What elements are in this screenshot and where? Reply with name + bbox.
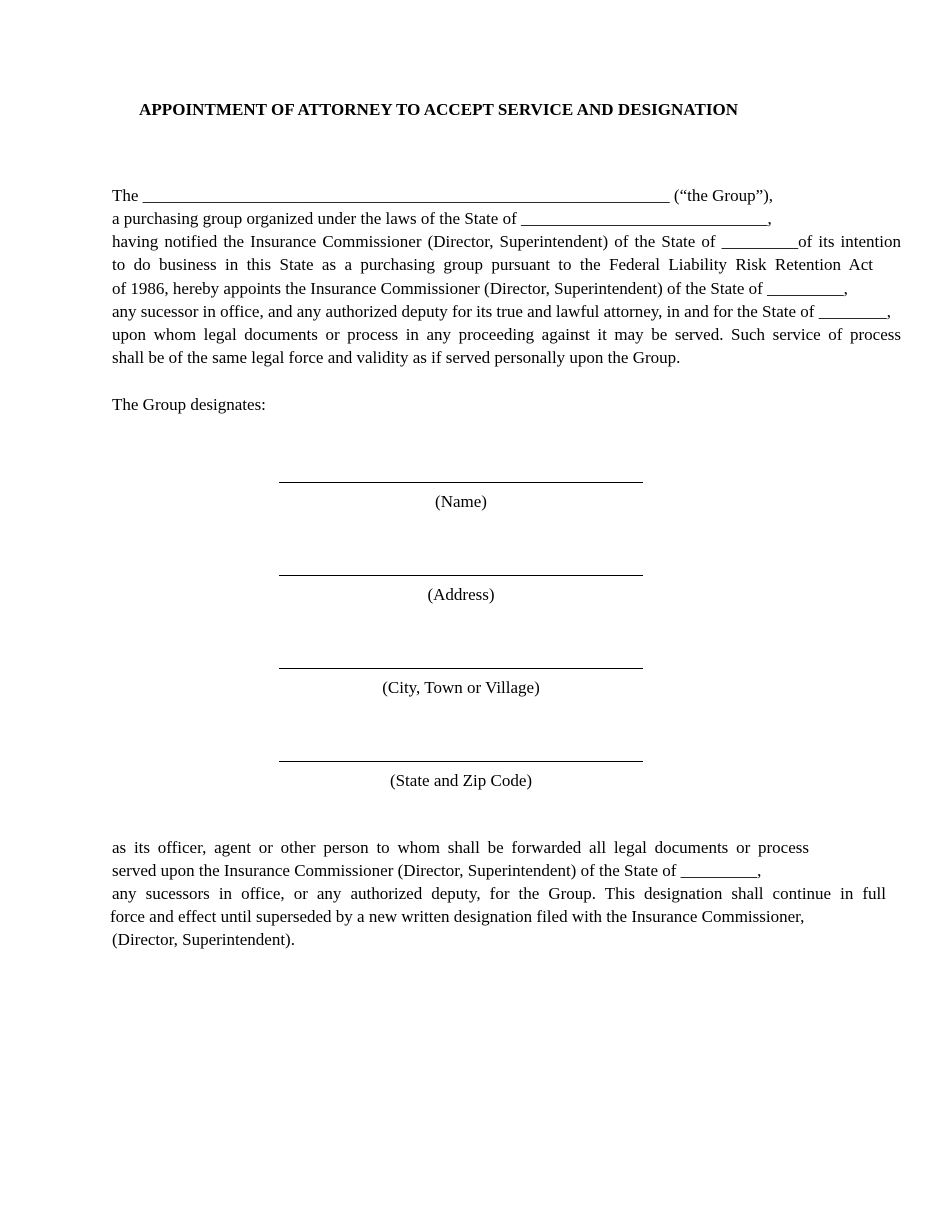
paragraph-2-line-4: force and effect until superseded by a new written designation filed with the Insurance Commissioner, xyxy=(110,907,805,926)
name-blank-line[interactable] xyxy=(279,482,643,483)
state-zip-blank-line[interactable] xyxy=(279,761,643,762)
paragraph-1-line-6: any sucessor in office, and any authorized deputy for its true and lawful attorney, in and for the State of ________, xyxy=(112,302,891,321)
paragraph-1-line-1: The ______________________________________________________________ (“the Group”), xyxy=(112,186,774,205)
paragraph-2-line-2: served upon the Insurance Commissioner (Director, Superintendent) of the State of _________, xyxy=(112,861,762,880)
paragraph-1-line-5: of 1986, hereby appoints the Insurance Commissioner (Director, Superintendent) of the State of _________, xyxy=(112,279,848,298)
paragraph-1-line-2: a purchasing group organized under the laws of the State of _____________________________, xyxy=(112,209,772,228)
state-zip-caption: (State and Zip Code) xyxy=(389,771,533,790)
city-caption: (City, Town or Village) xyxy=(382,678,540,697)
designates-label: The Group designates: xyxy=(112,395,266,414)
city-blank-line[interactable] xyxy=(279,668,643,669)
paragraph-2-line-1: as its officer, agent or other person to whom shall be forwarded all legal documents or process xyxy=(112,838,809,857)
address-blank-line[interactable] xyxy=(279,575,643,576)
document-title: APPOINTMENT OF ATTORNEY TO ACCEPT SERVICE AND DESIGNATION xyxy=(139,100,739,119)
paragraph-2-line-3: any sucessors in office, or any authorized deputy, for the Group. This designation shall continue in full xyxy=(112,884,886,903)
paragraph-2-line-5: (Director, Superintendent). xyxy=(112,930,295,949)
name-caption: (Name) xyxy=(435,492,487,511)
address-caption: (Address) xyxy=(427,585,495,604)
paragraph-1-line-8: shall be of the same legal force and validity as if served personally upon the Group. xyxy=(112,348,681,367)
paragraph-1-line-4: to do business in this State as a purchasing group pursuant to the Federal Liability Risk Retention Act xyxy=(112,255,873,274)
paragraph-1-line-7: upon whom legal documents or process in any proceeding against it may be served. Such service of process xyxy=(112,325,901,344)
paragraph-1-line-3: having notified the Insurance Commissioner (Director, Superintendent) of the State of _________of its intention xyxy=(112,232,901,251)
